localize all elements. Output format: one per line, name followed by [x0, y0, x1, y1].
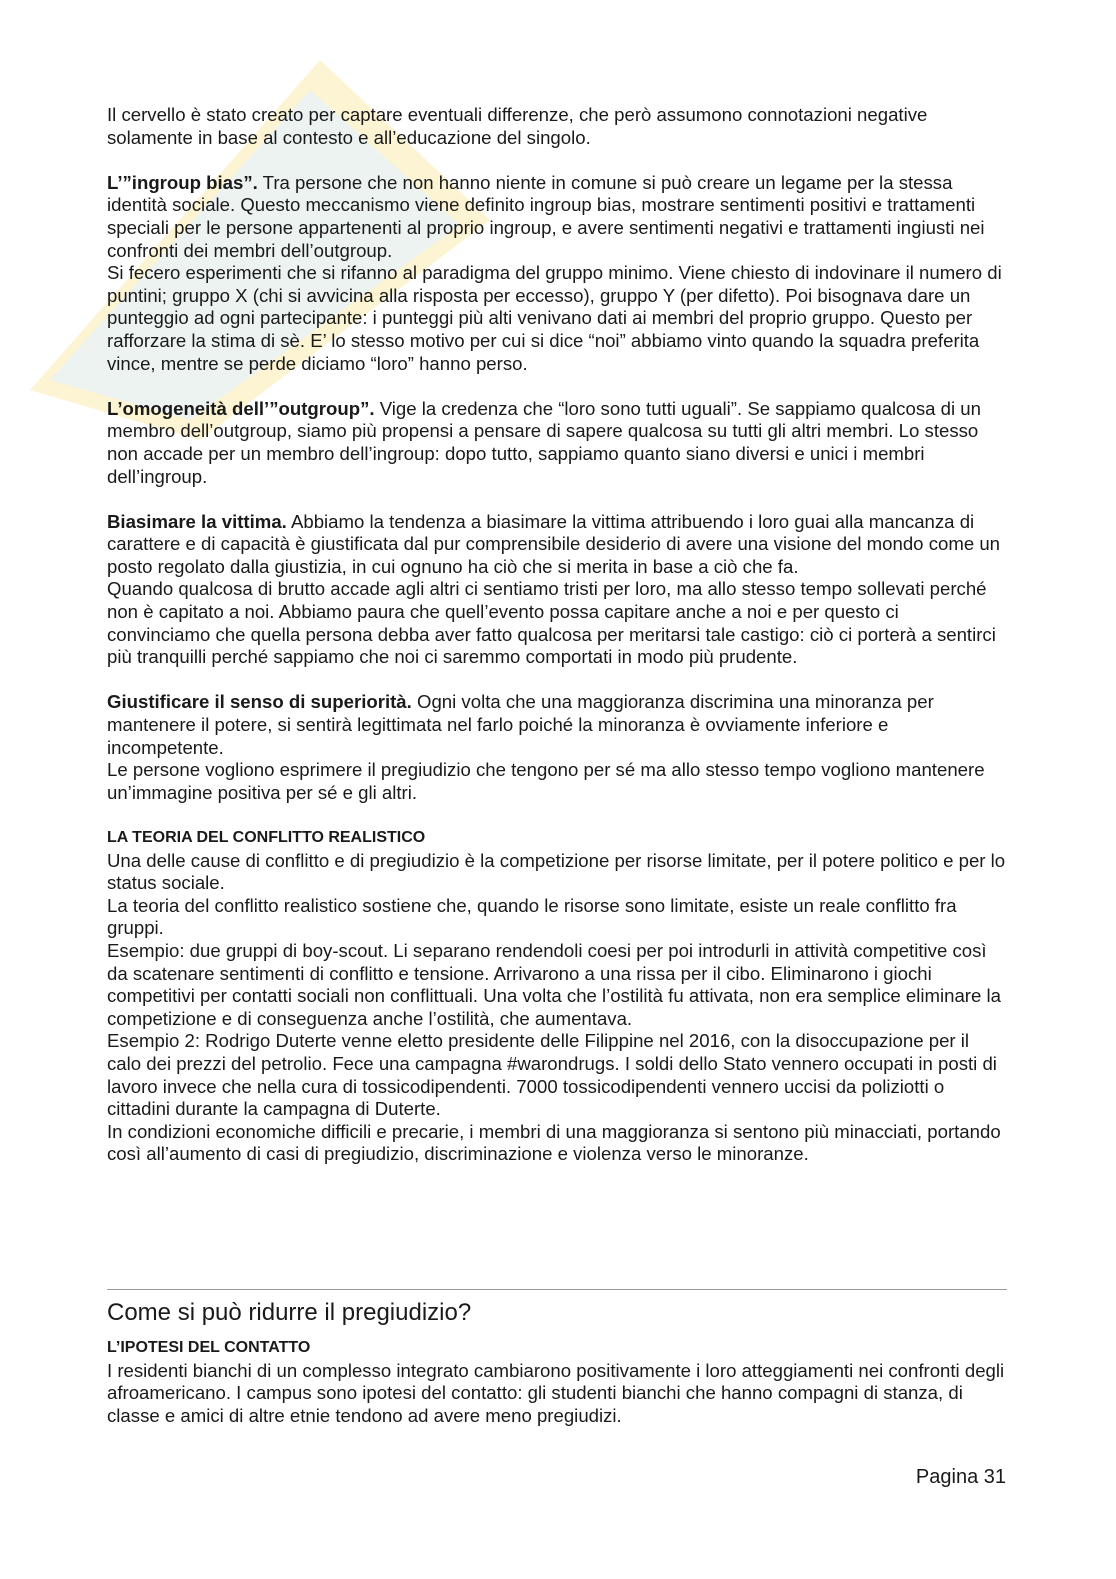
paragraph-text: Abbiamo la tendenza a biasimare la vittima attribuendo i loro guai alla mancanza di carattere e di capacità è giustificata dal pur comprensibile desiderio di avere una visione del mondo come un posto regolato dalla giustizia, in cui ognuno ha ciò che si merita in base a ciò che fa.	[107, 510, 1001, 577]
conflict-heading: LA TEORIA DEL CONFLITTO REALISTICO	[107, 829, 426, 846]
paragraph-text: Tra persone che non hanno niente in comune si può creare un legame per la stessa identità sociale. Questo meccanismo viene definito ingroup bias, mostrare sentimenti positivi e trattamenti speciali per le persone appartenenti al proprio ingroup, e avere sentimenti negativi e trattamenti ingiusti nei confronti dei membri dell’outgroup.	[107, 171, 985, 261]
section-title: Come si può ridurre il pregiudizio?	[107, 1299, 472, 1326]
conflict-line: Esempio: due gruppi di boy-scout. Li separano rendendoli coesi per poi introdurli in attività competitive così da scatenare sentimenti di conflitto e tensione. Arrivarono a una rissa per il cibo. Eliminarono i giochi competitivi per contatti sociali non conflittuali. Una volta che l’ostilità fu attivata, non era semplice eliminare la competizione e di conseguenza anche l’ostilità, che aumentava.	[107, 939, 1001, 1029]
contact-subheading: L’IPOTESI DEL CONTATTO	[107, 1339, 311, 1356]
conflict-line: Una delle cause di conflitto e di pregiudizio è la competizione per risorse limitate, per il potere politico e per lo status sociale.	[107, 849, 1006, 894]
body-text	[107, 104, 1007, 1166]
contact-section	[107, 1337, 1007, 1427]
paragraph-ingroup-bias	[107, 172, 1007, 262]
paragraph-text: Ogni volta che una maggioranza discrimina una minoranza per mantenere il potere, si sentirà legittimata nel farlo poiché la minoranza è ovviamente inferiore e incompetente.	[107, 691, 934, 758]
section-divider	[107, 1289, 1007, 1290]
page-number: Pagina 31	[915, 1466, 1006, 1488]
paragraph-lead: L’omogeneità dell’”outgroup”.	[107, 397, 375, 419]
paragraph-superiority	[107, 691, 1007, 759]
paragraph-blame-victim	[107, 511, 1007, 579]
paragraph-lead: L’”ingroup bias”.	[107, 171, 258, 193]
conflict-line: In condizioni economiche difficili e precarie, i membri di una maggioranza si sentono più minacciati, portando così all’aumento di casi di pregiudizio, discriminazione e violenza verso le minoranze.	[107, 1120, 1001, 1165]
paragraph-intro: Il cervello è stato creato per captare eventuali differenze, che però assumono connotazioni negative solamente in base al contesto e all’educazione del singolo.	[107, 104, 928, 148]
paragraph-superiority-extra: Le persone vogliono esprimere il pregiudizio che tengono per sé ma allo stesso tempo vogliono mantenere un’immagine positiva per sé e gli altri.	[107, 759, 985, 803]
paragraph-ingroup-bias-extra: Si fecero esperimenti che si rifanno al paradigma del gruppo minimo. Viene chiesto di indovinare il numero di puntini; gruppo X (chi si avvicina alla risposta per eccesso), gruppo Y (per difetto). Poi bisognava dare un punteggio ad ogni partecipante: i punteggi più alti venivano dati ai membri del proprio gruppo. Questo per rafforzare la stima di sè. E’ lo stesso motivo per cui si dice “noi” abbiamo vinto quando la squadra preferita vince, mentre se perde diciamo “loro” hanno perso.	[107, 262, 1002, 374]
contact-text: I residenti bianchi di un complesso integrato cambiarono positivamente i loro atteggiamenti nei confronti degli afroamericano. I campus sono ipotesi del contatto: gli studenti bianchi che hanno compagni di stanza, di classe e amici di altre etnie tendono ad avere meno pregiudizi.	[107, 1359, 1005, 1426]
paragraph-lead: Giustificare il senso di superiorità.	[107, 691, 412, 713]
conflict-line: Esempio 2: Rodrigo Duterte venne eletto presidente delle Filippine nel 2016, con la disoccupazione per il calo dei prezzi del petrolio. Fece una campagna #warondrugs. I soldi dello Stato vennero occupati in posti di lavoro invece che nella cura di tossicodipendenti. 7000 tossicodipendenti vennero uccisi da poliziotti o cittadini durante la campagna di Duterte.	[107, 1030, 997, 1120]
paragraph-blame-victim-extra: Quando qualcosa di brutto accade agli altri ci sentiamo tristi per loro, ma allo stesso tempo sollevati perché non è capitato a noi. Abbiamo paura che quell’evento possa capitare anche a noi e per questo ci convinciamo che quella persona debba aver fatto qualcosa per meritarsi tale castigo: ciò ci porterà a sentirci più tranquilli perché sappiamo che noi ci saremmo comportati in modo più prudente.	[107, 578, 996, 668]
conflict-line: La teoria del conflitto realistico sostiene che, quando le risorse sono limitate, esiste un reale conflitto fra gruppi.	[107, 894, 957, 939]
paragraph-outgroup	[107, 398, 1007, 488]
paragraph-text: Vige la credenza che “loro sono tutti uguali”. Se sappiamo qualcosa di un membro dell’outgroup, siamo più propensi a pensare di sapere qualcosa su tutti gli altri membri. Lo stesso non accade per un membro dell’ingroup: dopo tutto, sappiamo quanto siano diversi e unici i membri dell’ingroup.	[107, 397, 981, 487]
paragraph-lead: Biasimare la vittima.	[107, 510, 287, 532]
